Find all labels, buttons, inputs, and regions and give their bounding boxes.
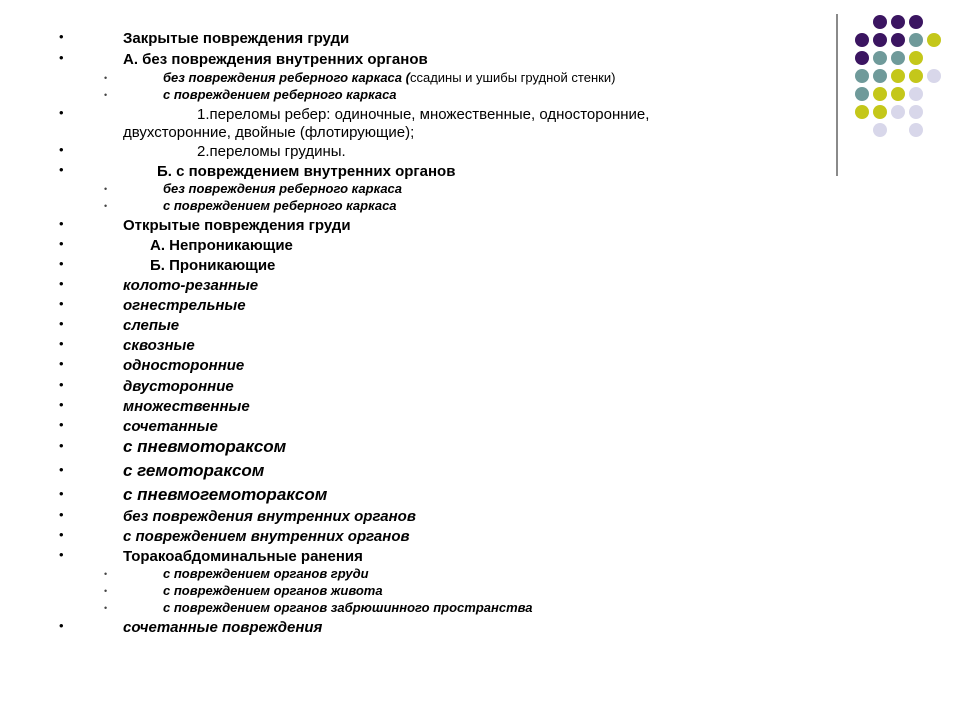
list-item-text: А. без повреждения внутренних органов <box>123 51 428 68</box>
decorative-dot <box>855 105 869 119</box>
decorative-dot <box>873 87 887 101</box>
decorative-dot <box>891 33 905 47</box>
bullet-icon: • <box>104 586 108 596</box>
list-item-text: с повреждением внутренних органов <box>123 528 410 545</box>
decorative-dot <box>891 15 905 29</box>
list-item-text: двухсторонние, двойные (флотирующие); <box>123 124 415 141</box>
bullet-icon: • <box>59 50 64 65</box>
bullet-icon: • <box>59 486 64 501</box>
list-item-text: сочетанные повреждения <box>123 619 323 636</box>
decorative-dot <box>891 51 905 65</box>
decorative-dot <box>909 123 923 137</box>
list-item-text: сочетанные <box>123 418 218 435</box>
bullet-icon: • <box>59 216 64 231</box>
decorative-dot <box>891 69 905 83</box>
decorative-dot <box>909 105 923 119</box>
bullet-icon: • <box>59 236 64 251</box>
list-subitem-text: с повреждением реберного каркаса <box>163 198 397 213</box>
list-item-text: Б. с повреждением внутренних органов <box>157 163 456 180</box>
decorative-dot <box>927 33 941 47</box>
bullet-icon: • <box>59 507 64 522</box>
bullet-icon: • <box>59 336 64 351</box>
list-item-text: односторонние <box>123 357 245 374</box>
list-subitem-text-normal: ссадины и ушибы грудной стенки) <box>409 70 616 85</box>
list-item-text: с пневмотораксом <box>123 437 287 456</box>
decorative-dot <box>909 69 923 83</box>
bullet-icon: • <box>59 356 64 371</box>
list-item-text: колото-резанные <box>123 277 259 294</box>
list-subitem-text: с повреждением органов груди <box>163 566 369 581</box>
list-subitem-text: с повреждением органов забрюшинного пространства <box>163 600 533 615</box>
decorative-dot <box>873 105 887 119</box>
decorative-dot <box>855 69 869 83</box>
list-subitem-text: с повреждением реберного каркаса <box>163 87 397 102</box>
decorative-dot <box>909 51 923 65</box>
bullet-icon: • <box>59 316 64 331</box>
list-item-text: Торакоабдоминальные ранения <box>123 548 363 565</box>
list-subitem-text-bold: без повреждения реберного каркаса ( <box>163 70 410 85</box>
bullet-icon: • <box>59 417 64 432</box>
decorative-dot <box>909 15 923 29</box>
bullet-icon: • <box>59 29 64 44</box>
decorative-dot <box>855 33 869 47</box>
bullet-icon: • <box>104 201 108 211</box>
bullet-icon: • <box>104 184 108 194</box>
list-subitem-text: без повреждения реберного каркаса <box>163 181 403 196</box>
decorative-dot <box>891 87 905 101</box>
bullet-icon: • <box>104 73 108 83</box>
bullet-icon: • <box>59 438 64 453</box>
list-item-text: Открытые повреждения груди <box>123 217 351 234</box>
decorative-dot <box>873 51 887 65</box>
bullet-icon: • <box>104 603 108 613</box>
list-item-text: множественные <box>123 398 250 415</box>
bullet-icon: • <box>59 527 64 542</box>
list-item-text: без повреждения внутренних органов <box>123 508 416 525</box>
bullet-icon: • <box>59 256 64 271</box>
list-subitem-text <box>163 71 615 86</box>
bullet-icon: • <box>59 142 64 157</box>
decorative-dot <box>873 33 887 47</box>
bullet-icon: • <box>59 397 64 412</box>
decorative-dot <box>873 69 887 83</box>
bullet-icon: • <box>59 377 64 392</box>
decorative-dot <box>891 105 905 119</box>
list-item-text: с пневмогемотораксом <box>123 485 328 504</box>
bullet-icon: • <box>59 105 64 120</box>
decorative-dot <box>873 15 887 29</box>
list-item-text: Б. Проникающие <box>150 257 276 274</box>
decorative-dot <box>909 87 923 101</box>
decorative-dot <box>909 33 923 47</box>
bullet-icon: • <box>59 162 64 177</box>
list-item-text: А. Непроникающие <box>150 237 293 254</box>
list-item-text: 2.переломы грудины. <box>197 143 346 160</box>
list-item-text: 1.переломы ребер: одиночные, множественные, односторонние, <box>197 106 650 123</box>
decorative-dot <box>927 69 941 83</box>
bullet-icon: • <box>59 296 64 311</box>
bullet-icon: • <box>59 276 64 291</box>
list-subitem-text: с повреждением органов живота <box>163 583 383 598</box>
bullet-icon: • <box>104 90 108 100</box>
bullet-icon: • <box>104 569 108 579</box>
list-item-text: Закрытые повреждения груди <box>123 30 350 47</box>
list-item-text: сквозные <box>123 337 195 354</box>
decorative-dot <box>855 87 869 101</box>
bullet-icon: • <box>59 618 64 633</box>
decorative-dot <box>855 51 869 65</box>
decorative-dot <box>873 123 887 137</box>
bullet-icon: • <box>59 547 64 562</box>
list-item-text: с гемотораксом <box>123 461 265 480</box>
list-item-text: слепые <box>123 317 180 334</box>
bullet-icon: • <box>59 462 64 477</box>
vertical-divider <box>836 14 838 176</box>
list-item-text: огнестрельные <box>123 297 246 314</box>
list-item-text: двусторонние <box>123 378 234 395</box>
